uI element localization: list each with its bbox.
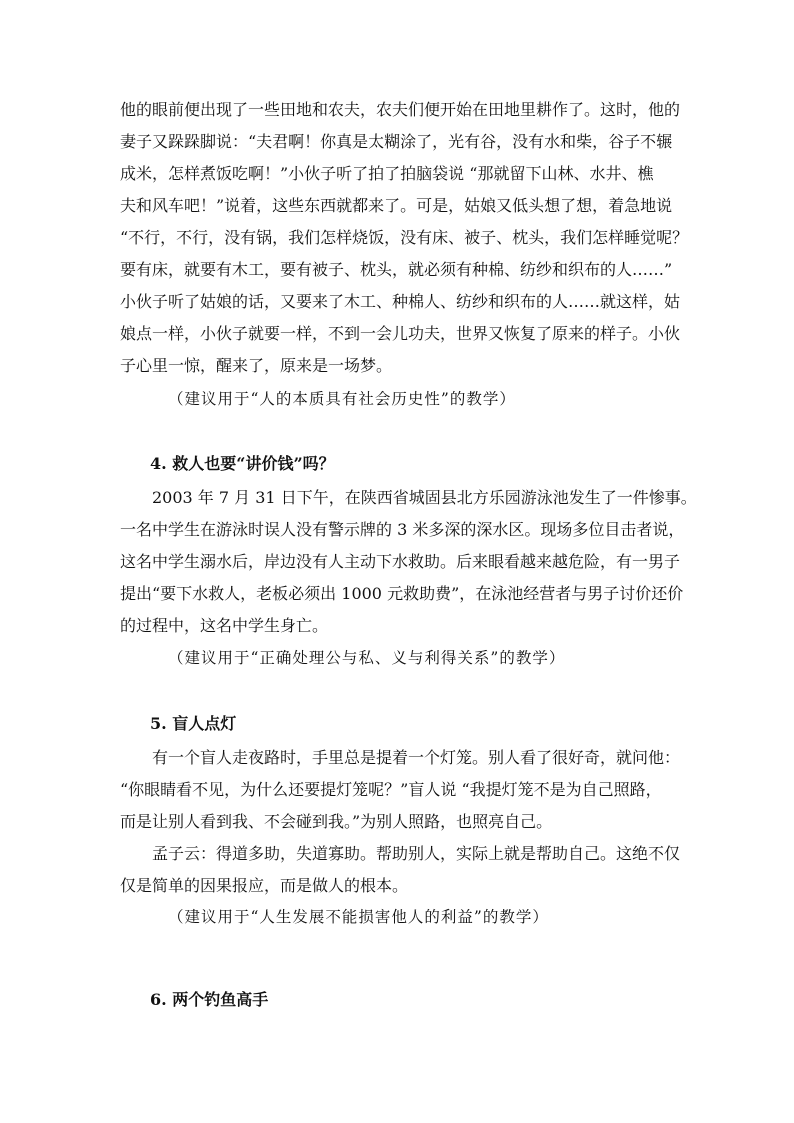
text-line: 的过程中，这名中学生身亡。 bbox=[120, 616, 329, 635]
section-4-paragraph bbox=[120, 482, 697, 642]
text-line: 娘点一样，小伙子就要一样，不到一会儿功夫，世界又恢复了原来的样子。小伙 bbox=[120, 324, 681, 343]
text-line: 妻子又跺跺脚说：“夫君啊！你真是太糊涂了，光有谷，没有水和柴，谷子不辗 bbox=[120, 132, 673, 151]
usage-note: （建议用于“正确处理公与私、义与利得关系”的教学） bbox=[168, 649, 566, 667]
text-line: 他的眼前便出现了一些田地和农夫，农夫们便开始在田地里耕作了。这时，他的 bbox=[120, 100, 681, 119]
text-line: 子心里一惊，醒来了，原来是一场梦。 bbox=[120, 356, 393, 375]
section-5-paragraph bbox=[120, 742, 680, 902]
text-line: 2003 年 7 月 31 日下午，在陕西省城固县北方乐园游泳池发生了一件惨事。 bbox=[152, 488, 697, 507]
section-heading-5: 5. 盲人点灯 bbox=[150, 714, 237, 733]
text-line: 有一个盲人走夜路时，手里总是提着一个灯笼。别人看了很好奇，就问他： bbox=[152, 748, 681, 767]
text-line: 提出“要下水救人，老板必须出 1000 元救助费”，在泳池经营者与男子讨价还价 bbox=[120, 584, 684, 603]
usage-note: （建议用于“人的本质具有社会历史性”的教学） bbox=[168, 390, 516, 408]
text-line: 而是让别人看到我、不会碰到我。”为别人照路，也照亮自己。 bbox=[120, 812, 553, 831]
text-line: 要有床，就要有木工，要有被子、枕头，就必须有种棉、纺纱和织布的人……” bbox=[120, 260, 673, 279]
section-heading-4: 4. 救人也要“讲价钱”吗？ bbox=[150, 454, 335, 473]
story-continuation-paragraph bbox=[120, 94, 689, 382]
text-line: 成米，怎样煮饭吃啊！”小伙子听了拍了拍脑袋说 “那就留下山林、水井、樵 bbox=[120, 164, 654, 183]
text-line: 一名中学生在游泳时误人没有警示牌的 3 米多深的深水区。现场多位目击者说， bbox=[120, 520, 685, 539]
text-line: “不行，不行，没有锅，我们怎样烧饭，没有床、被子、枕头，我们怎样睡觉呢？ bbox=[120, 228, 689, 247]
text-line: “你眼睛看不见，为什么还要提灯笼呢？”盲人说 “我提灯笼不是为自己照路， bbox=[120, 780, 662, 799]
usage-note: （建议用于“人生发展不能损害他人的利益”的教学） bbox=[168, 908, 549, 926]
text-line: 夫和风车吧！”说着，这些东西就都来了。可是，姑娘又低头想了想，着急地说 bbox=[120, 196, 673, 215]
text-line: 小伙子听了姑娘的话，又要来了木工、种棉人、纺纱和织布的人……就这样，姑 bbox=[120, 292, 681, 311]
text-line: 这名中学生溺水后，岸边没有人主动下水救助。后来眼看越来越危险，有一男子 bbox=[120, 552, 681, 571]
text-line: 孟子云：得道多助，失道寡助。帮助别人，实际上就是帮助自己。这绝不仅 bbox=[152, 844, 681, 863]
text-line: 仅是简单的因果报应，而是做人的根本。 bbox=[120, 876, 409, 895]
section-heading-6: 6. 两个钓鱼高手 bbox=[150, 990, 269, 1009]
